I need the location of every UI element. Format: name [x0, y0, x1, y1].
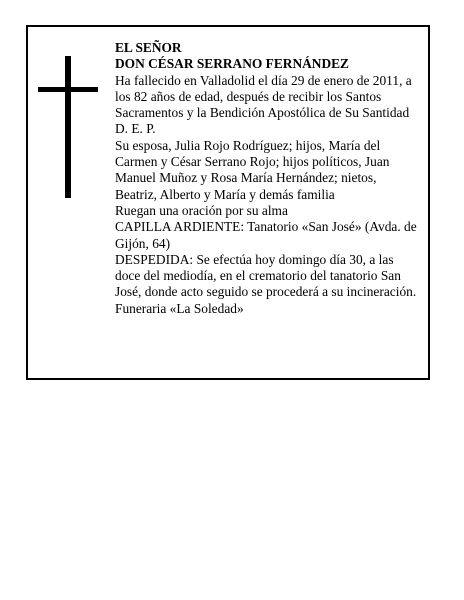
notice-text	[115, 40, 431, 317]
notice-line: Manuel Muñoz y Rosa María Hernández; nietos,	[115, 170, 377, 186]
notice-line: DESPEDIDA: Se efectúa hoy domingo día 30, a las	[115, 251, 394, 267]
cross-vertical-bar	[65, 56, 71, 198]
notice-line: Beatriz, Alberto y María y demás familia	[115, 186, 335, 202]
notice-line: Ha fallecido en Valladolid el día 29 de enero de 2011, a	[115, 72, 412, 88]
notice-line: Gijón, 64)	[115, 235, 171, 251]
notice-line: doce del mediodía, en el crematorio del tanatorio San	[115, 268, 401, 284]
notice-line: Sacramentos y la Bendición Apostólica de Su Santidad	[115, 105, 410, 121]
notice-line: Ruegan una oración por su alma	[115, 202, 288, 218]
notice-line: CAPILLA ARDIENTE: Tanatorio «San José» (Avda. de	[115, 219, 417, 235]
notice-line: D. E. P.	[115, 121, 156, 137]
notice-line: Su esposa, Julia Rojo Rodríguez; hijos, María del	[115, 137, 381, 153]
notice-line: José, donde acto seguido se procederá a su incineración.	[115, 284, 417, 300]
cross-horizontal-bar	[38, 87, 98, 92]
obituary-notice	[26, 25, 430, 380]
notice-line: los 82 años de edad, después de recibir los Santos	[115, 88, 382, 104]
notice-line: Funeraria «La Soledad»	[115, 300, 244, 316]
notice-line: Carmen y César Serrano Rojo; hijos políticos, Juan	[115, 154, 390, 170]
cross-icon	[38, 56, 98, 198]
deceased-name: DON CÉSAR SERRANO FERNÁNDEZ	[115, 56, 349, 72]
notice-title: EL SEÑOR	[115, 40, 182, 55]
